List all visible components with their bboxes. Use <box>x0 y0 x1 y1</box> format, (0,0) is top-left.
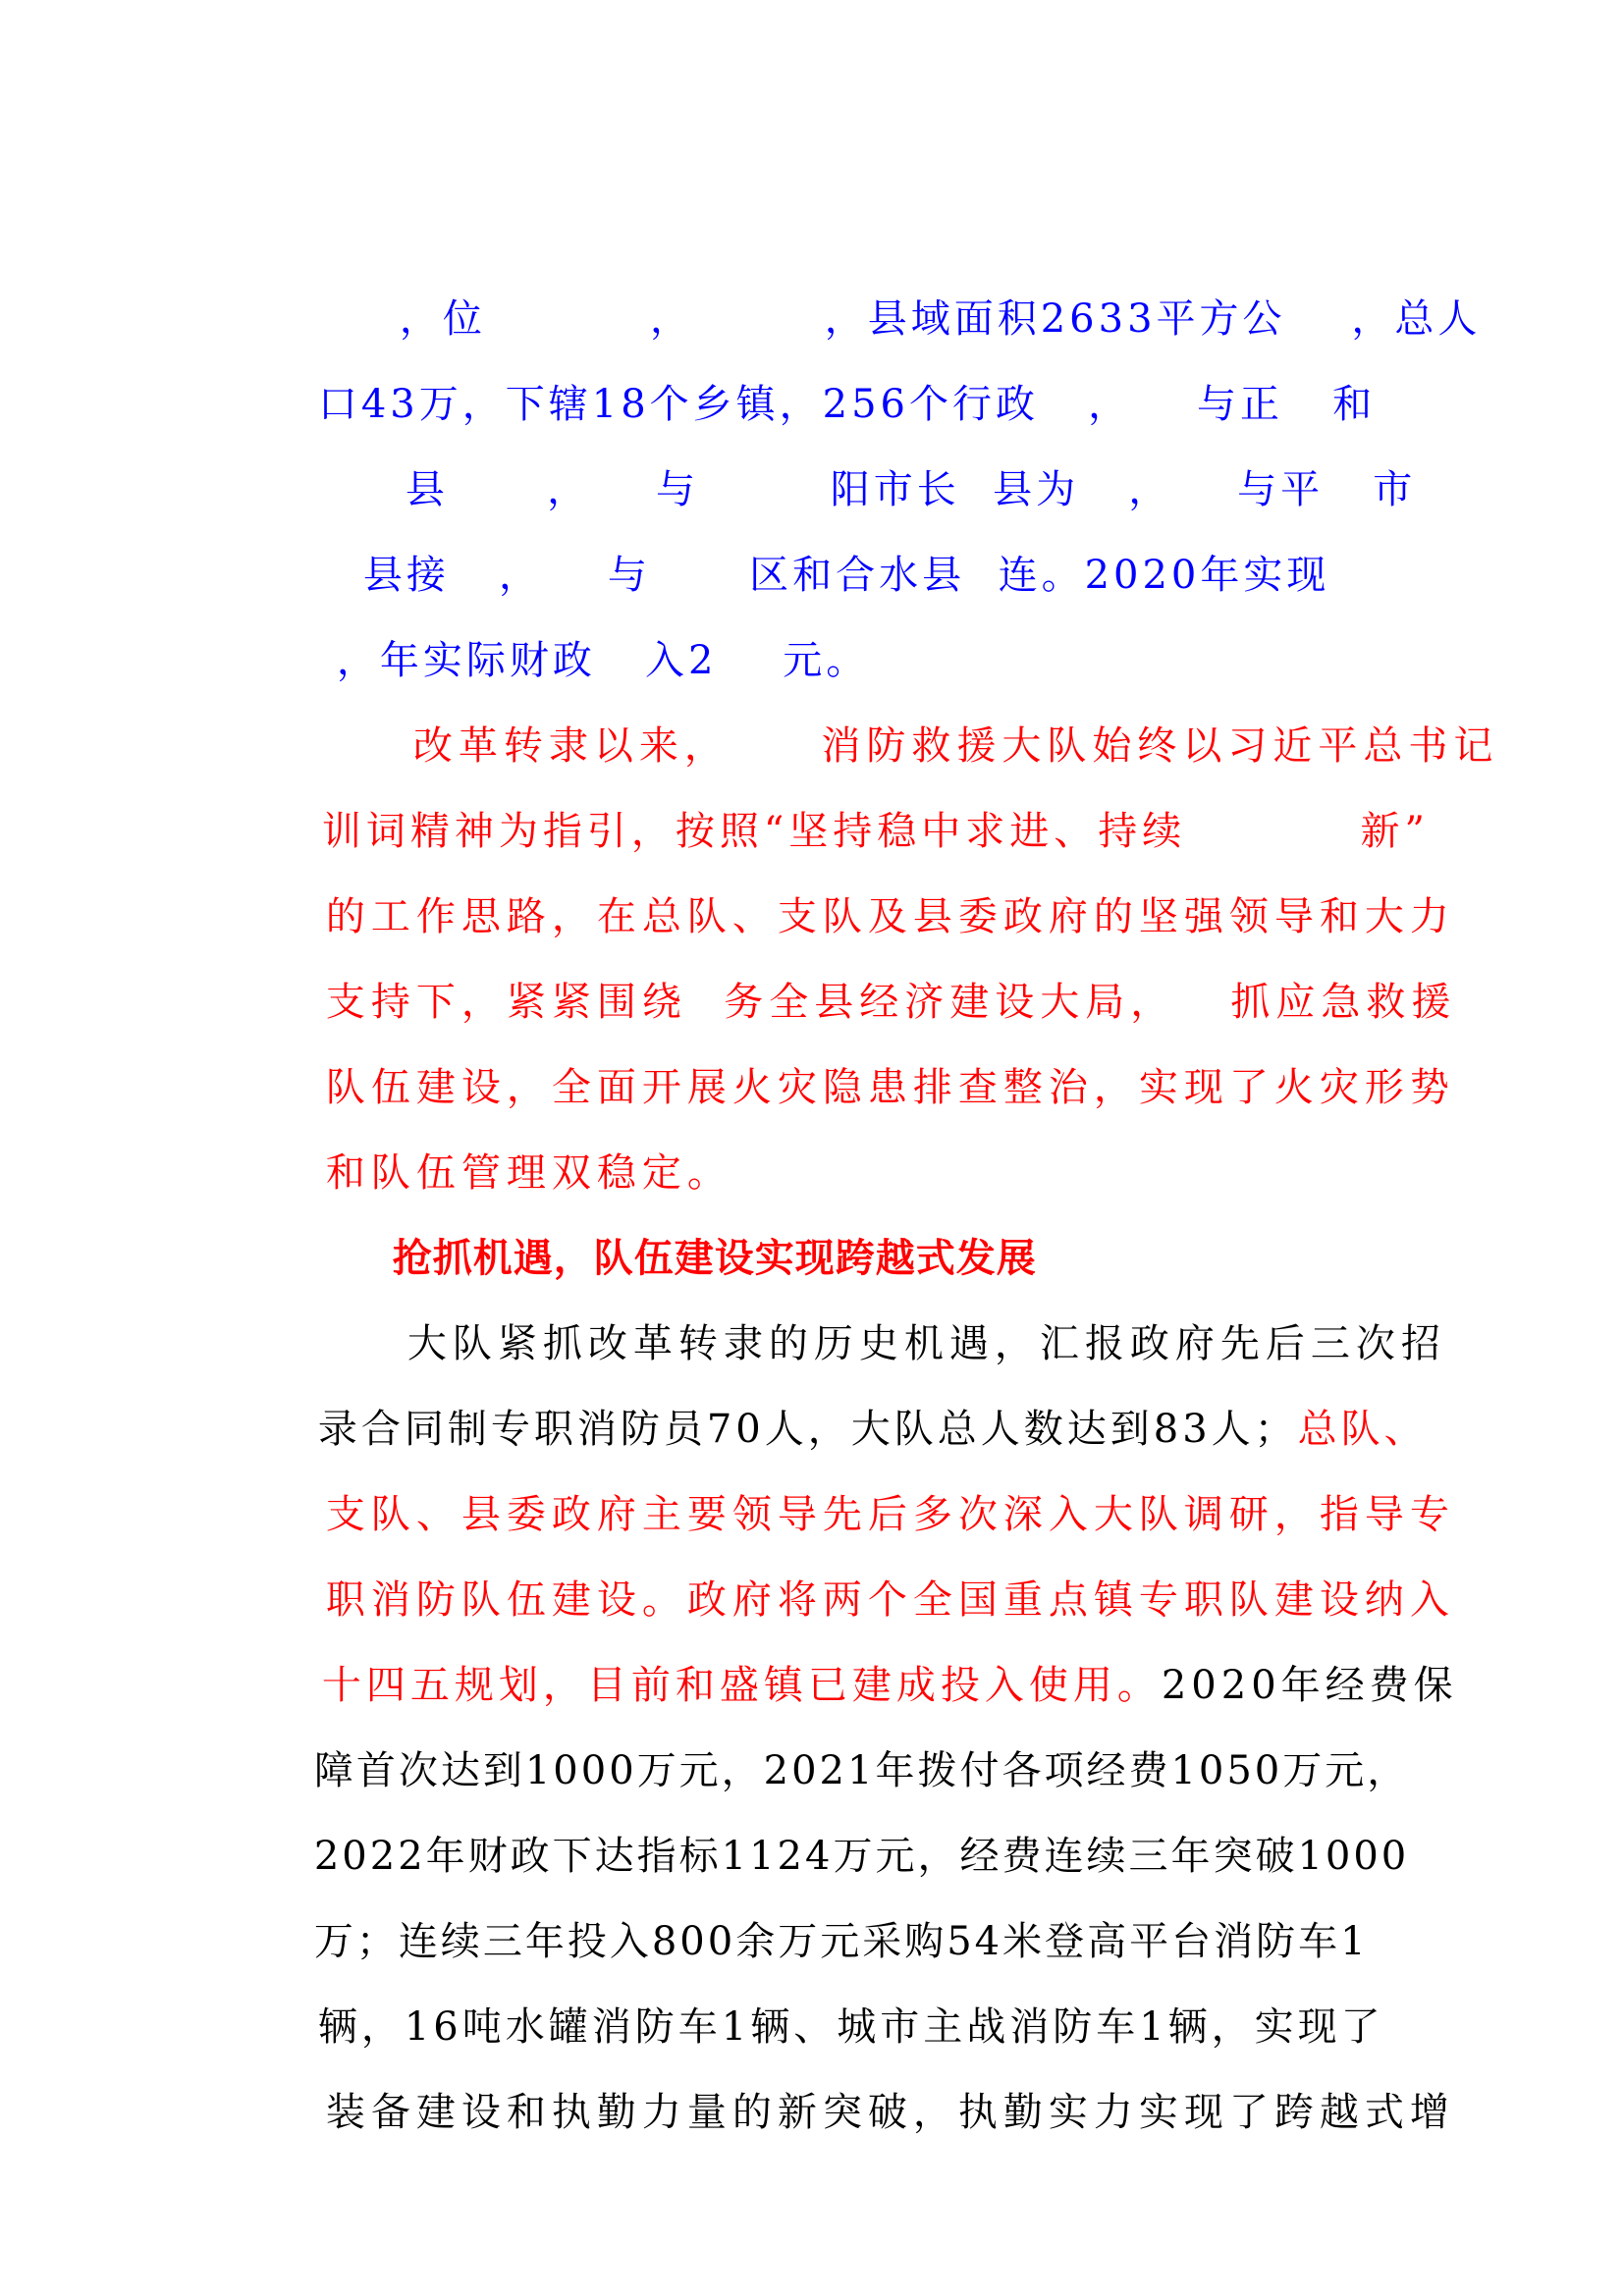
paragraph-line-3 <box>340 401 1417 512</box>
text-segment: 录合同制专职消防员70人，大队总人数达到83人； <box>317 1407 1298 1452</box>
paragraph-line-10 <box>252 999 1455 1110</box>
paragraph-line-20 <box>252 1853 1369 1964</box>
paragraph-line-4 <box>298 487 1330 598</box>
paragraph-line-6 <box>340 658 1499 769</box>
text-segment: 2020年经费保 <box>1161 1663 1458 1708</box>
text-segment: 职消防队伍建设。政府将两个全国重点镇专职队建设纳入 <box>325 1577 1455 1623</box>
paragraph-line-5 <box>271 572 870 683</box>
text-segment: 改革转隶以来， 消防救援大队始终以习近平总书记 <box>412 723 1499 769</box>
paragraph-line-21 <box>252 1939 1384 2050</box>
paragraph-line-14 <box>252 1341 1428 1452</box>
text-segment: 大队紧抓改革转隶的历史机遇，汇报政府先后三次招 <box>406 1321 1446 1366</box>
paragraph-line-22 <box>252 2024 1455 2135</box>
paragraph-line-15 <box>252 1426 1455 1537</box>
text-segment: 训词精神为指引，按照“坚持稳中求进、持续 新” <box>321 809 1430 854</box>
text-segment: 县接 ， 与 区和合水县 连。2020年实现 <box>362 553 1330 598</box>
paragraph-line-18 <box>252 1682 1410 1793</box>
paragraph-line-16 <box>252 1512 1455 1623</box>
heading-text: 抢抓机遇，队伍建设实现跨越式发展 <box>392 1236 1037 1281</box>
text-segment: ，年实际财政 入2 元。 <box>336 638 870 683</box>
text-segment: 县 ， 与 阳市长 县为 ， 与平 市 <box>405 467 1417 512</box>
text-segment: 支持下，紧紧围绕 务全县经济建设大局， 抓应急救援 <box>325 980 1457 1025</box>
text-segment: 总队、 <box>1297 1407 1428 1452</box>
paragraph-line-8 <box>252 828 1455 939</box>
text-segment: 2022年财政下达指标1124万元，经费连续三年突破1000 <box>313 1834 1410 1879</box>
paragraph-line-7 <box>252 743 1430 854</box>
section-heading <box>334 1170 1037 1281</box>
paragraph-line-17 <box>252 1597 1458 1708</box>
paragraph-line-11 <box>252 1085 732 1196</box>
paragraph-line-19 <box>252 1768 1410 1879</box>
text-segment: ，位 ， ，县域面积2633平方公 ，总人 <box>399 296 1482 342</box>
paragraph-line-2 <box>252 316 1377 427</box>
text-segment: 障首次达到1000万元，2021年拨付各项经费1050万元， <box>313 1748 1410 1793</box>
paragraph-line-13 <box>334 1255 1446 1366</box>
text-segment: 和队伍管理双稳定。 <box>325 1150 732 1196</box>
paragraph-line-1 <box>334 231 1482 342</box>
paragraph-line-9 <box>252 914 1457 1025</box>
text-segment: 装备建设和执勤力量的新突破，执勤实力实现了跨越式增 <box>325 2090 1455 2135</box>
text-segment: 万；连续三年投入800余万元采购54米登高平台消防车1 <box>313 1919 1369 1964</box>
text-segment: 支队、县委政府主要领导先后多次深入大队调研，指导专 <box>325 1492 1455 1537</box>
text-segment: 辆，16吨水罐消防车1辆、城市主战消防车1辆，实现了 <box>317 2004 1384 2050</box>
text-segment: 口43万，下辖18个乡镇，256个行政 ， 与正 和 <box>317 382 1377 427</box>
text-segment: 的工作思路，在总队、支队及县委政府的坚强领导和大力 <box>325 894 1455 939</box>
text-segment: 队伍建设，全面开展火灾隐患排查整治，实现了火灾形势 <box>325 1065 1455 1110</box>
text-segment: 十四五规划，目前和盛镇已建成投入使用。 <box>321 1663 1162 1708</box>
